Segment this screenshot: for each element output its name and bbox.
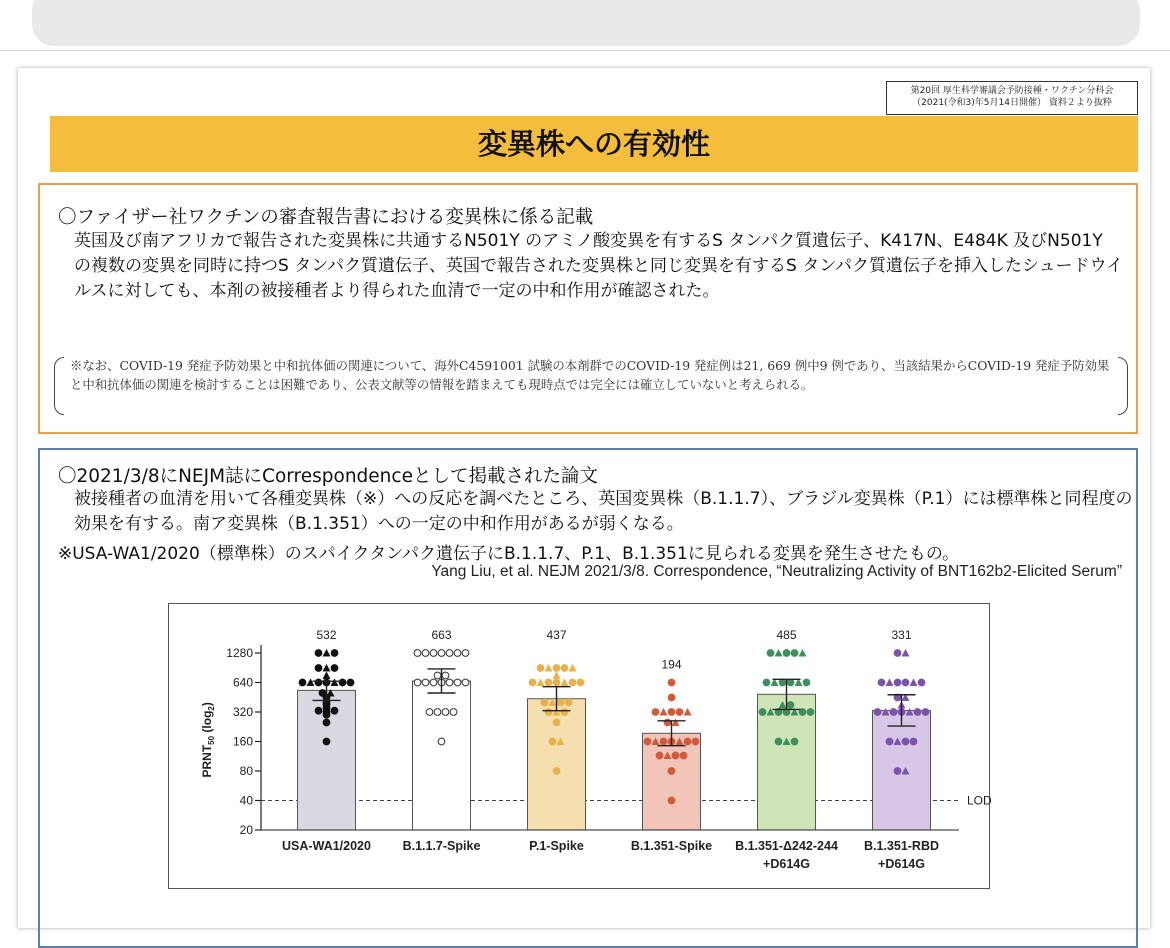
data-point <box>783 650 790 657</box>
data-point <box>644 738 651 745</box>
y-tick-label: 40 <box>239 793 253 808</box>
data-point <box>660 738 667 745</box>
lod-label: LOD <box>967 793 992 808</box>
bar <box>528 699 586 830</box>
data-point <box>430 650 437 657</box>
data-point <box>791 738 798 745</box>
data-point <box>331 650 338 657</box>
data-point <box>438 650 445 657</box>
data-point <box>545 664 552 671</box>
data-point <box>668 679 675 686</box>
data-point <box>894 650 901 657</box>
data-label: 663 <box>431 628 452 642</box>
data-point <box>910 738 917 745</box>
data-point <box>545 679 552 686</box>
data-point <box>668 709 675 716</box>
data-point <box>331 665 338 672</box>
category-label: B.1.351-RBD <box>863 839 940 853</box>
chart-svg <box>169 604 992 888</box>
data-label: 331 <box>891 628 912 642</box>
data-point <box>803 679 810 686</box>
data-point <box>672 752 679 759</box>
data-label: 194 <box>661 657 682 672</box>
data-point <box>664 719 671 726</box>
y-tick-label: 80 <box>239 764 253 778</box>
data-point <box>462 679 469 686</box>
data-point <box>767 650 774 657</box>
left-bracket <box>54 357 64 415</box>
source-line-1: 第20回 厚生科学審議会予防接種・ワクチン分科会 <box>910 86 1114 96</box>
data-point <box>672 719 679 726</box>
data-label: 532 <box>316 628 337 642</box>
data-point <box>561 665 568 672</box>
data-point <box>668 797 675 804</box>
data-label: 437 <box>546 628 567 642</box>
data-point <box>759 709 766 716</box>
data-point <box>561 679 568 686</box>
data-point <box>331 679 338 686</box>
category-label-line2: +D614G <box>878 857 925 871</box>
data-point <box>914 709 921 716</box>
section1-body: 英国及び南アフリカで報告された変異株に共通するN501Y のアミノ酸変異を有するS タンパク質遺伝子、K417N、E484K 及びN501Y の複数の変異を同時に持つS タンパク質遺伝子、英国で報告された変異株と同じ変異を有するS タンパク質遺伝子を挿入したシュードウイルスに対しても、本剤の被接種者より得られた血清で一定の中和作用が確認された。 <box>74 231 1124 301</box>
data-point <box>339 679 346 686</box>
page-title: 変異株への有効性 <box>477 127 710 161</box>
data-point <box>656 752 663 759</box>
data-point <box>299 679 306 686</box>
data-point <box>454 650 461 657</box>
data-point <box>692 738 699 745</box>
data-point <box>787 679 794 686</box>
right-bracket <box>1118 357 1128 415</box>
data-point <box>438 738 445 745</box>
data-point <box>323 649 330 656</box>
data-point <box>446 650 453 657</box>
source-line-2: （2021(令和3)年5月14日開催） 資料２より抜粋 <box>912 98 1112 108</box>
citation: Yang Liu, et al. NEJM 2021/3/8. Correspondence, “Neutralizing Activity of BNT162b2-Elicited Serum” <box>431 563 1122 580</box>
data-point <box>565 699 572 706</box>
data-point <box>775 738 782 745</box>
data-point <box>414 679 421 686</box>
data-point <box>890 709 897 716</box>
data-point <box>577 679 584 686</box>
category-label: USA-WA1/2020 <box>282 839 371 853</box>
data-point <box>553 768 560 775</box>
section-review-report <box>38 183 1138 434</box>
top-bar <box>0 0 1170 51</box>
y-tick-label: 20 <box>239 823 253 837</box>
data-point <box>331 707 338 714</box>
data-point <box>545 709 552 716</box>
category-label: B.1.351-Spike <box>630 839 713 853</box>
data-point <box>323 719 330 726</box>
data-point <box>529 679 536 686</box>
section1-note-text: ※なお、COVID-19 発症予防効果と中和抗体価の関連について、海外C4591001 試験の本剤群でのCOVID-19 発症例は21, 669 例中9 例であり、当該結果からCOVID-19 発症予防効果と中和抗体価の関連を検討することは困難であり、公表文献等の情報を踏まえても現時点では完全には確立していないと考えられる。 <box>70 358 1110 392</box>
data-point <box>918 679 925 686</box>
data-point <box>779 679 786 686</box>
data-point <box>446 679 453 686</box>
data-point <box>422 679 429 686</box>
section1-note <box>52 357 1130 417</box>
data-point <box>307 679 314 686</box>
y-tick-label: 1280 <box>226 646 253 660</box>
data-label: 485 <box>776 628 797 642</box>
data-point <box>315 650 322 657</box>
data-point <box>426 709 433 716</box>
data-point <box>787 702 794 709</box>
data-point <box>886 738 893 745</box>
data-point <box>430 679 437 686</box>
data-point <box>442 672 449 679</box>
data-point <box>902 649 909 656</box>
data-point <box>319 690 326 697</box>
data-point <box>537 679 544 686</box>
data-point <box>775 649 782 656</box>
section-nejm-paper <box>38 448 1138 948</box>
data-point <box>422 650 429 657</box>
data-point <box>886 679 893 686</box>
data-point <box>414 650 421 657</box>
category-label: B.1.1.7-Spike <box>402 839 481 853</box>
y-axis-label: $PRNT_{50}$ $(\log_2)$ <box>200 702 216 778</box>
data-point <box>902 738 909 745</box>
data-point <box>668 694 675 701</box>
section2-note: ※USA-WA1/2020（標準株）のスパイクタンパク遺伝子にB.1.1.7、P.1、B.1.351に見られる変異を発生させたもの。 <box>58 544 960 564</box>
data-point <box>684 738 691 745</box>
data-point <box>347 679 354 686</box>
data-point <box>894 768 901 775</box>
category-label: P.1-Spike <box>529 839 584 853</box>
source-box <box>886 81 1138 115</box>
data-point <box>910 679 917 686</box>
section2-heading: 〇2021/3/8にNEJM誌にCorrespondenceとして掲載された論文 <box>58 466 598 487</box>
bar <box>873 711 931 830</box>
data-point <box>553 679 560 686</box>
category-label-line2: +D614G <box>763 857 810 871</box>
data-point <box>434 672 441 679</box>
data-point <box>323 664 330 671</box>
data-point <box>684 708 691 715</box>
data-point <box>668 768 675 775</box>
data-point <box>454 679 461 686</box>
data-point <box>450 709 457 716</box>
slide <box>18 68 1150 928</box>
prnt50-chart <box>168 603 990 889</box>
data-point <box>323 738 330 745</box>
bar <box>643 733 701 830</box>
data-point <box>315 665 322 672</box>
data-point <box>315 707 322 714</box>
data-point <box>807 709 814 716</box>
y-tick-label: 160 <box>232 734 253 749</box>
data-point <box>557 699 564 706</box>
data-point <box>434 709 441 716</box>
data-point <box>315 679 322 686</box>
data-point <box>874 709 881 716</box>
y-tick-label: 320 <box>232 705 253 719</box>
search-bar-area[interactable] <box>32 0 1140 46</box>
data-point <box>549 738 556 745</box>
data-point <box>763 679 770 686</box>
data-point <box>553 665 560 672</box>
data-point <box>660 708 667 715</box>
data-point <box>537 665 544 672</box>
data-point <box>799 649 806 656</box>
data-point <box>561 709 568 716</box>
data-point <box>323 672 330 679</box>
data-point <box>902 679 909 686</box>
category-label: B.1.351-Δ242-244 <box>735 839 838 853</box>
data-point <box>894 679 901 686</box>
data-point <box>878 679 885 686</box>
data-point <box>553 672 560 679</box>
data-point <box>569 664 576 671</box>
data-point <box>791 650 798 657</box>
data-point <box>680 752 687 759</box>
data-point <box>553 719 560 726</box>
bar <box>413 681 471 830</box>
data-point <box>652 709 659 716</box>
y-tick-label: 640 <box>232 675 253 690</box>
title-bar <box>50 116 1138 172</box>
data-point <box>922 709 929 716</box>
data-point <box>676 709 683 716</box>
data-point <box>541 699 548 706</box>
data-point <box>569 679 576 686</box>
section2-body: 被接種者の血清を用いて各種変異株（※）への反応を調べたところ、英国変異株（B.1.1.7）、ブラジル変異株（P.1）には標準株と同程度の効果を有する。南ア変異株（B.1.351）への一定の中和作用があるが弱くなる。 <box>74 489 1133 534</box>
section1-heading: 〇ファイザー社ワクチンの審査報告書における変異株に係る記載 <box>58 207 594 228</box>
data-point <box>462 650 469 657</box>
data-point <box>442 709 449 716</box>
